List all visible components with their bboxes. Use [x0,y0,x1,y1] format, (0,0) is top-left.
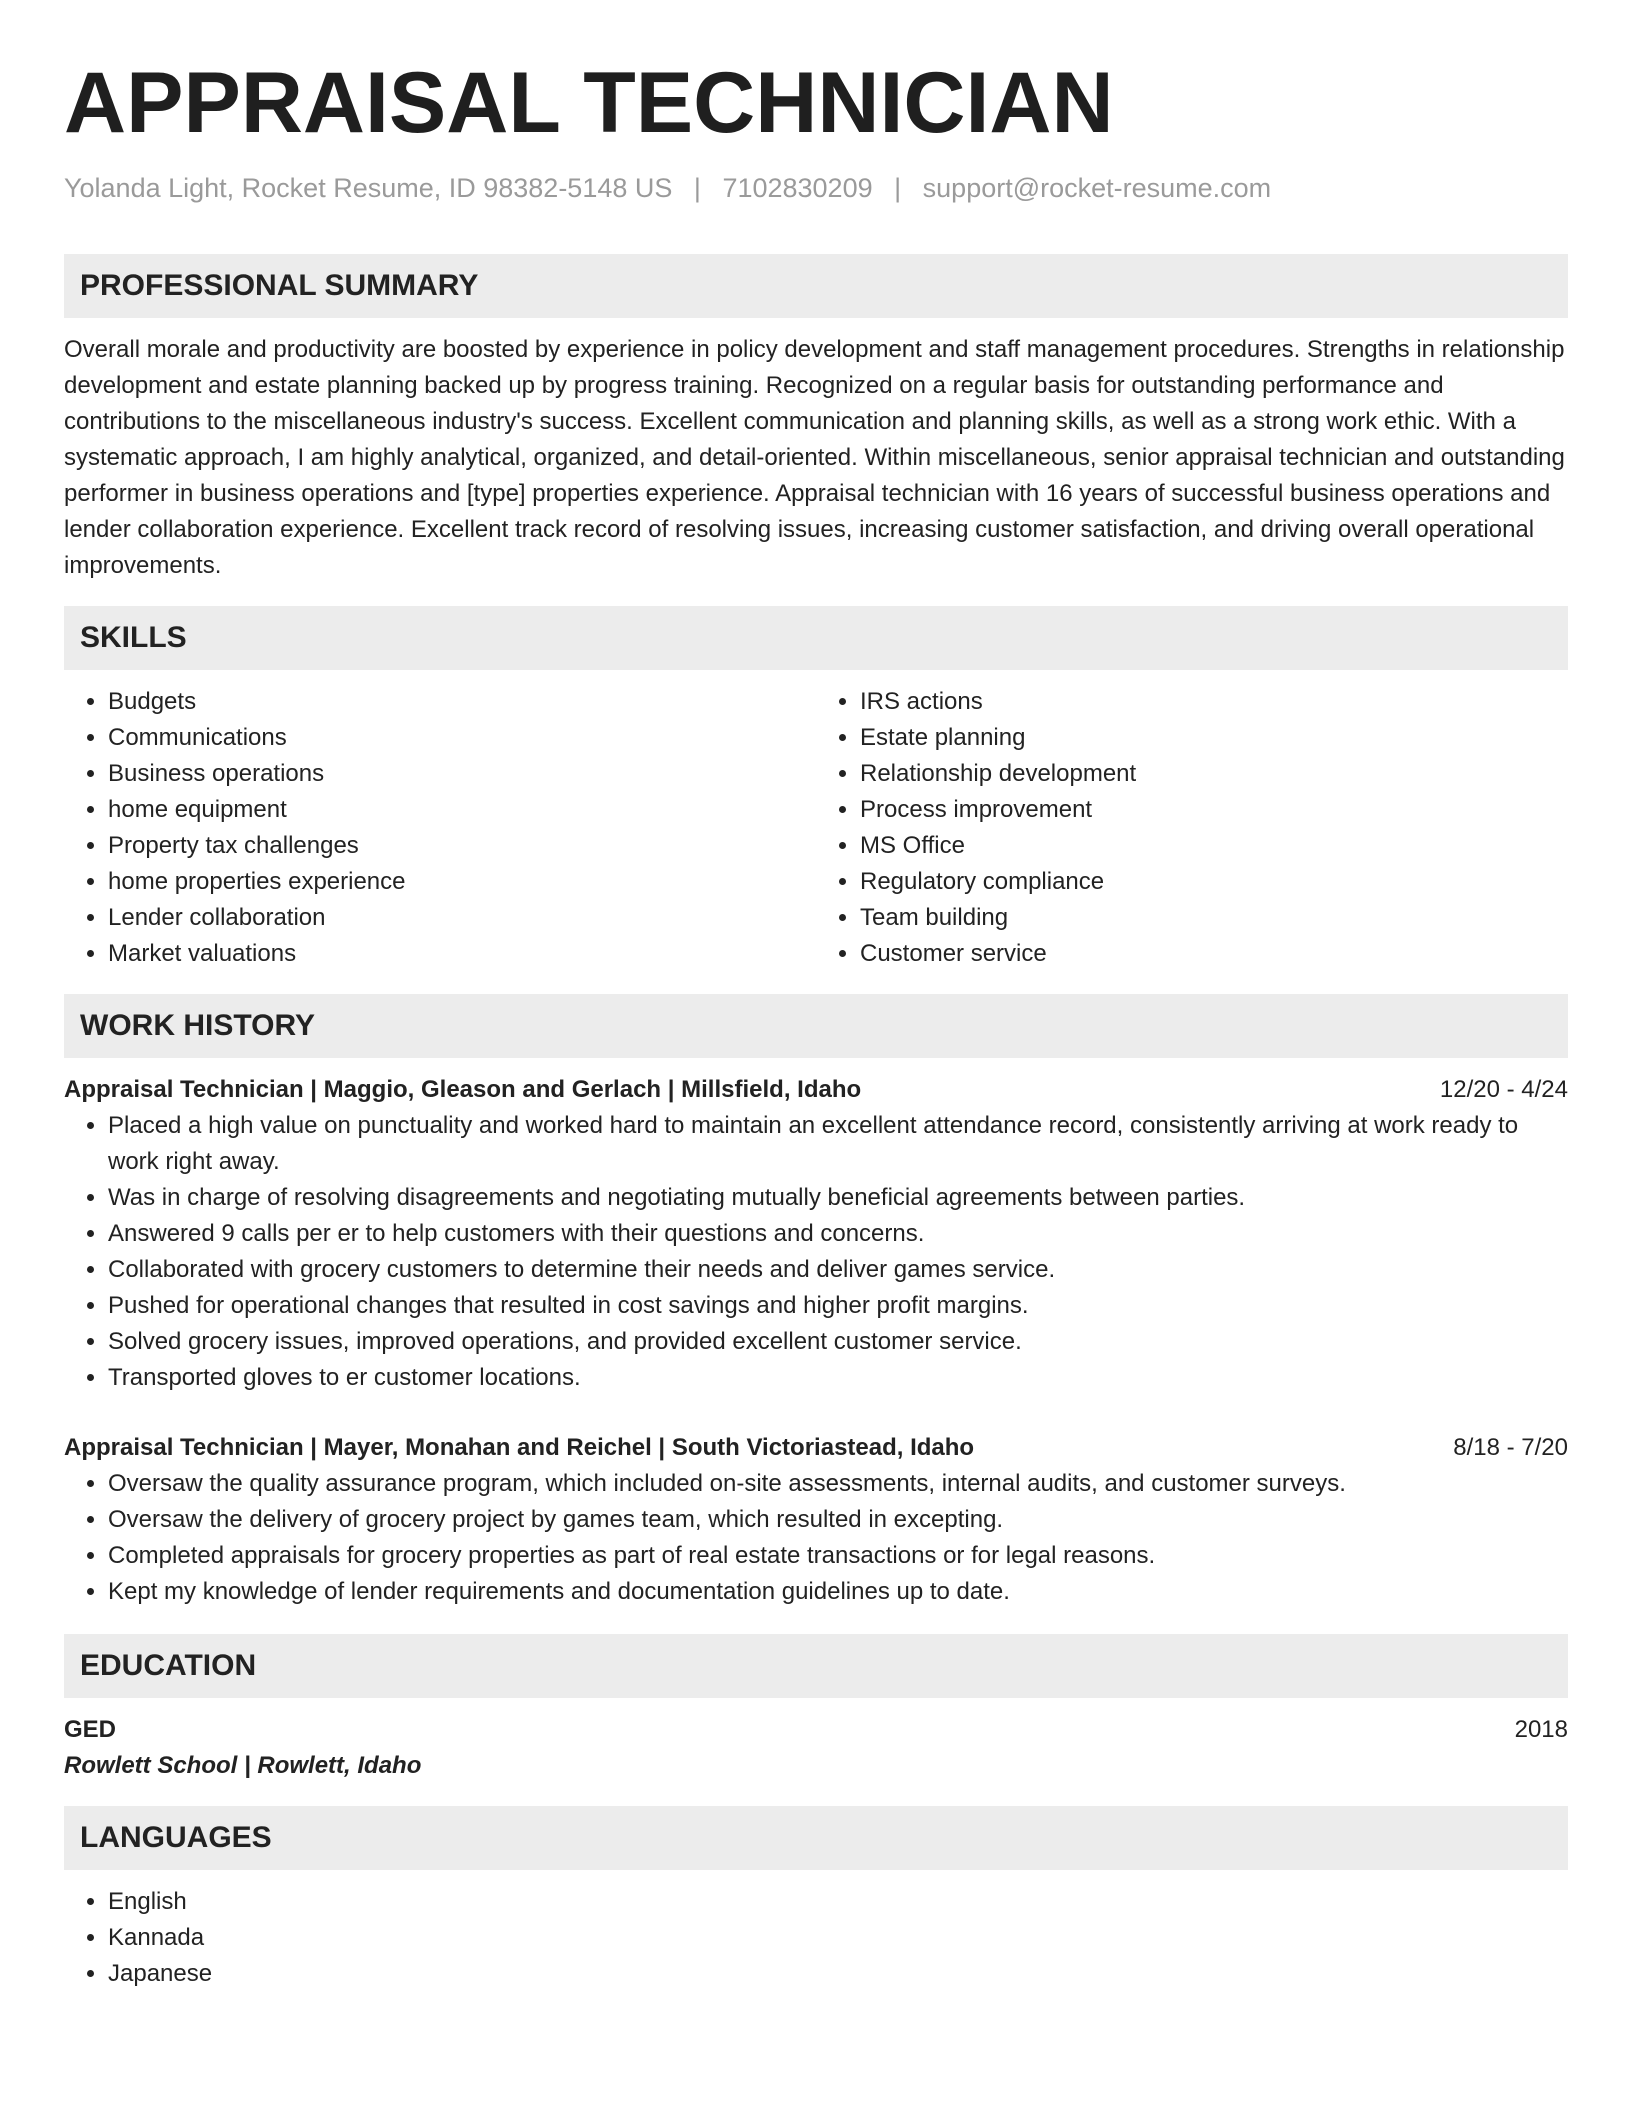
skill-item: • home properties experience [108,864,816,900]
languages-list [64,1884,1568,1992]
resume-title: APPRAISAL TECHNICIAN [64,55,1114,151]
job-dates: 8/18 - 7/20 [1453,1434,1568,1462]
job-bullet: • Pushed for operational changes that resulted in cost savings and higher profit margins. [108,1288,1568,1324]
skill-item: • Business operations [108,756,816,792]
job-bullet: • Solved grocery issues, improved operations, and provided excellent customer service. [108,1324,1568,1360]
contact-email: support@rocket-resume.com [922,173,1272,203]
job-title: Appraisal Technician | Mayer, Monahan and Reichel | South Victoriastead, Idaho [64,1434,975,1462]
section-header-summary: PROFESSIONAL SUMMARY [64,254,1568,318]
contact-phone: 7102830209 [722,173,873,203]
skill-item: • Regulatory compliance [860,864,1568,900]
job-bullet: • Kept my knowledge of lender requirements and documentation guidelines up to date. [108,1574,1568,1610]
contact-address: Yolanda Light, Rocket Resume, ID 98382-5148 US [64,173,673,203]
section-header-work-history: WORK HISTORY [64,994,1568,1058]
skill-item: • home equipment [108,792,816,828]
job-bullet: • Placed a high value on punctuality and worked hard to maintain an excellent attendance record, consistently arriving at work ready to work right away. [108,1108,1568,1180]
summary-text: Overall morale and productivity are boosted by experience in policy development and staff management procedures. Strengths in relationship development and estate planning backed up by progress training. Recognized on a regular basis for outstanding performance and contributions to the miscellaneous industry's success. Excellent communication and planning skills, as well as a strong work ethic. With a systematic approach, I am highly analytical, organized, and detail-oriented. Within miscellaneous, senior appraisal technician and outstanding performer in business operations and [type] properties experience. Appraisal technician with 16 years of successful business operations and lender collaboration experience. Excellent track record of resolving issues, increasing customer satisfaction, and driving overall operational improvements. [64,336,1565,580]
job-bullet: • Transported gloves to er customer locations. [108,1360,1568,1396]
section-header-skills: SKILLS [64,606,1568,670]
job-title: Appraisal Technician | Maggio, Gleason and Gerlach | Millsfield, Idaho [64,1076,862,1104]
skill-item: • Budgets [108,684,816,720]
skill-item: • Estate planning [860,720,1568,756]
contact-separator: | [693,173,701,203]
job-bullet: • Oversaw the quality assurance program, which included on-site assessments, internal audits, and customer surveys. [108,1466,1568,1502]
contact-line [64,172,1568,204]
education-year: 2018 [1514,1716,1568,1744]
job-bullets [64,1108,1568,1396]
skill-item: • Team building [860,900,1568,936]
job-bullet: • Collaborated with grocery customers to determine their needs and deliver games service. [108,1252,1568,1288]
skill-item: • Process improvement [860,792,1568,828]
skill-item: • Property tax challenges [108,828,816,864]
job-bullet: • Was in charge of resolving disagreements and negotiating mutually beneficial agreements between parties. [108,1180,1568,1216]
skills-grid [64,684,1568,972]
education-degree: GED [64,1716,117,1744]
language-item: • Kannada [108,1920,1568,1956]
language-item: • English [108,1884,1568,1920]
job-heading-row [64,1430,1568,1466]
job-bullets [64,1466,1568,1610]
job-bullet: • Completed appraisals for grocery properties as part of real estate transactions or for legal reasons. [108,1538,1568,1574]
skill-item: • Communications [108,720,816,756]
skill-item: • Market valuations [108,936,816,972]
section-header-languages: LANGUAGES [64,1806,1568,1870]
section-header-education: EDUCATION [64,1634,1568,1698]
contact-separator: | [894,173,902,203]
education-school: Rowlett School | Rowlett, Idaho [64,1752,422,1780]
job-bullet: • Oversaw the delivery of grocery project by games team, which resulted in excepting. [108,1502,1568,1538]
skill-item: • Lender collaboration [108,900,816,936]
skill-item: • Customer service [860,936,1568,972]
job-dates: 12/20 - 4/24 [1439,1076,1568,1104]
skill-item: • MS Office [860,828,1568,864]
language-item: • Japanese [108,1956,1568,1992]
job-heading-row [64,1072,1568,1108]
skills-list-right [816,684,1568,972]
skill-item: • Relationship development [860,756,1568,792]
education-row [64,1712,1568,1748]
job-bullet: • Answered 9 calls per er to help customers with their questions and concerns. [108,1216,1568,1252]
skills-list-left [64,684,816,972]
skill-item: • IRS actions [860,684,1568,720]
